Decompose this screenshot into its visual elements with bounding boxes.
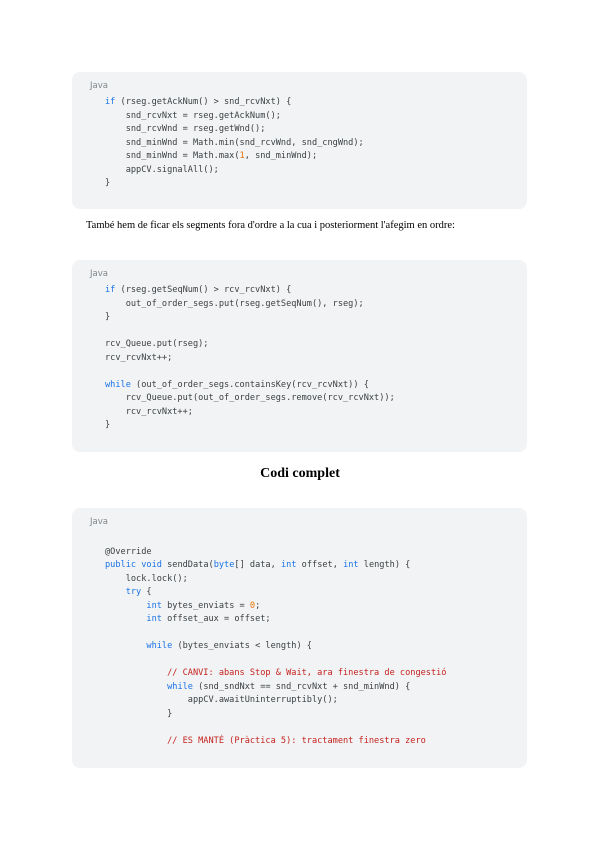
code-line: while (snd_sndNxt == snd_rcvNxt + snd_minWnd) { — [167, 681, 411, 692]
code-line: } — [105, 708, 173, 719]
code-line: appCV.awaitUninterruptibly(); — [105, 695, 338, 705]
code-line: snd_rcvWnd = rseg.getWnd(); — [105, 124, 266, 134]
code-block-1 — [72, 72, 527, 209]
code-line: } — [105, 178, 111, 188]
code-line: rcv_Queue.put(out_of_order_segs.remove(rcv_rcvNxt)); — [105, 393, 395, 403]
code-line: rcv_Queue.put(rseg); — [105, 339, 209, 349]
code-line: lock.lock(); — [105, 573, 188, 584]
code-line: } — [105, 312, 111, 322]
code-line: snd_rcvNxt = rseg.getAckNum(); — [105, 110, 281, 121]
code-line: try { — [125, 587, 152, 597]
code-line: @Override — [105, 546, 152, 557]
code-block-3 — [72, 508, 527, 768]
code-line: out_of_order_segs.put(rseg.getSeqNum(), rseg); — [105, 298, 364, 309]
code-line: // ES MANTÉ (Pràctica 5): tractament finestra zero — [167, 735, 426, 746]
code-language-label: Java — [90, 269, 108, 279]
code-line: public void sendData(byte[] data, int offset, int length) { — [105, 560, 411, 570]
code-line: while (out_of_order_segs.containsKey(rcv_rcvNxt)) { — [105, 379, 369, 390]
code-line: if (rseg.getSeqNum() > rcv_rcvNxt) { — [105, 285, 292, 295]
code-line: if (rseg.getAckNum() > snd_rcvNxt) { — [105, 97, 292, 107]
code-block-2 — [72, 260, 527, 452]
code-line: rcv_rcvNxt++; — [105, 406, 193, 417]
section-heading: Codi complet — [260, 466, 340, 481]
body-paragraph: També hem de ficar els segments fora d'ordre a la cua i posteriorment l'afegim en ordre: — [86, 220, 455, 231]
code-line: snd_minWnd = Math.max(1, snd_minWnd); — [105, 151, 318, 161]
code-line: int offset_aux = offset; — [146, 614, 271, 624]
code-line: rcv_rcvNxt++; — [105, 352, 173, 363]
code-line: // CANVI: abans Stop & Wait, ara finestra de congestió — [167, 668, 447, 678]
code-line: } — [105, 420, 111, 430]
code-line: while (bytes_enviats < length) { — [146, 641, 312, 651]
code-line: appCV.signalAll(); — [105, 164, 219, 175]
code-language-label: Java — [90, 517, 108, 527]
code-language-label: Java — [90, 81, 108, 91]
code-line: int bytes_enviats = 0; — [146, 600, 261, 611]
code-line: snd_minWnd = Math.min(snd_rcvWnd, snd_cngWnd); — [105, 137, 364, 148]
